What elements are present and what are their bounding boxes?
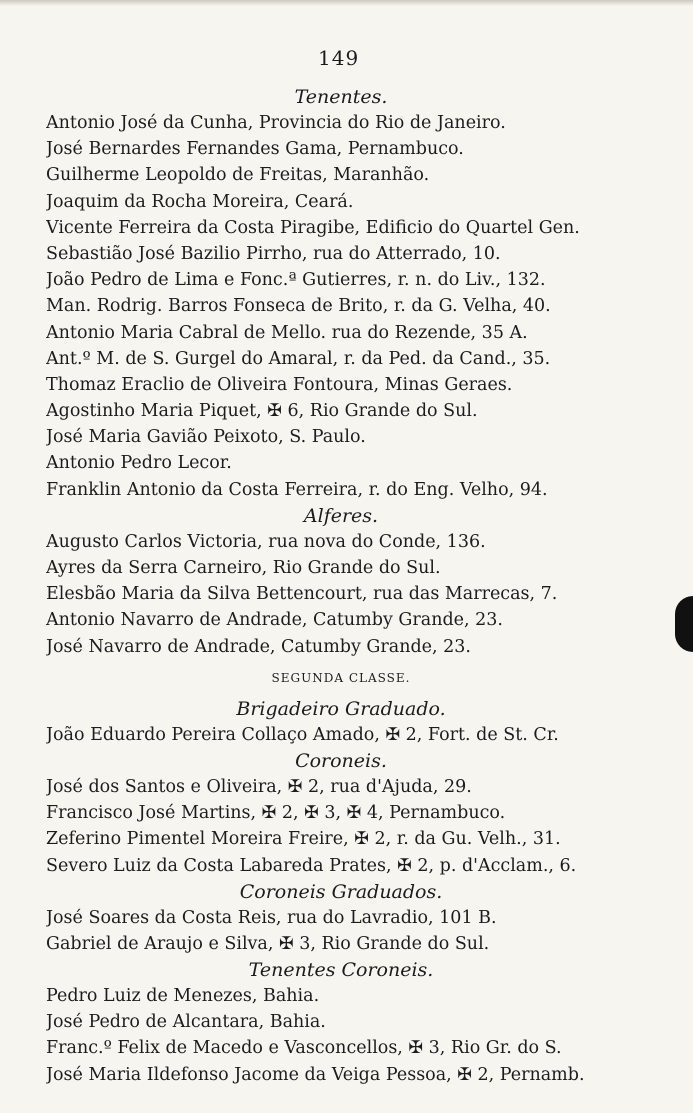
list-item: Zeferino Pimentel Moreira Freire, ✠ 2, r. da Gu. Velh., 31. [46, 829, 561, 850]
list-item: Joaquim da Rocha Moreira, Ceará. [46, 191, 354, 212]
list-item: Antonio José da Cunha, Provincia do Rio de Janeiro. [46, 113, 506, 133]
list-item: Elesbão Maria da Silva Bettencourt, rua das Marrecas, 7. [46, 584, 558, 605]
list-item: Antonio Maria Cabral de Mello. rua do Rezende, 35 A. [46, 322, 528, 343]
section-alferes [46, 529, 636, 660]
page-content [46, 84, 636, 1088]
class-heading: SEGUNDA CLASSE. [271, 670, 411, 685]
list-item: José Maria Gavião Peixoto, S. Paulo. [46, 427, 366, 448]
section-heading-tenentes-coroneis: Tenentes Coroneis. [248, 959, 434, 982]
page-top-edge [0, 0, 693, 6]
list-item: Man. Rodrig. Barros Fonseca de Brito, r. da G. Velha, 40. [46, 296, 551, 317]
list-item: Pedro Luiz de Menezes, Bahia. [46, 986, 320, 1007]
list-item: João Pedro de Lima e Fonc.ª Gutierres, r. n. do Liv., 132. [46, 270, 546, 291]
list-item: Guilherme Leopoldo de Freitas, Maranhão. [46, 165, 430, 186]
page-edge-mark [675, 596, 693, 652]
section-tenentes [46, 110, 636, 503]
list-item: José Navarro de Andrade, Catumby Grande, 23. [46, 636, 471, 657]
list-item: Ayres da Serra Carneiro, Rio Grande do Sul. [46, 558, 441, 578]
list-item: José dos Santos e Oliveira, ✠ 2, rua d'Ajuda, 29. [46, 776, 472, 797]
section-coroneis [46, 774, 636, 879]
list-item: Franc.º Felix de Macedo e Vasconcellos, ✠ 3, Rio Gr. do S. [46, 1038, 562, 1059]
list-item: Francisco José Martins, ✠ 2, ✠ 3, ✠ 4, Pernambuco. [46, 803, 506, 824]
section-heading-brigadeiro: Brigadeiro Graduado. [236, 697, 446, 720]
section-coroneis-graduados [46, 905, 636, 957]
list-item: José Soares da Costa Reis, rua do Lavradio, 101 B. [46, 907, 497, 928]
list-item: José Bernardes Fernandes Gama, Pernambuco. [46, 139, 464, 160]
section-heading-coroneis: Coroneis. [295, 749, 387, 772]
list-item: Vicente Ferreira da Costa Piragibe, Edificio do Quartel Gen. [46, 217, 580, 238]
list-item: Sebastião José Bazilio Pirrho, rua do Atterrado, 10. [46, 243, 501, 264]
list-item: Franklin Antonio da Costa Ferreira, r. do Eng. Velho, 94. [46, 479, 548, 500]
list-item: Ant.º M. de S. Gurgel do Amaral, r. da Ped. da Cand., 35. [46, 348, 551, 369]
section-heading-alferes: Alferes. [303, 504, 379, 527]
section-heading-coroneis-graduados: Coroneis Graduados. [239, 880, 443, 903]
list-item: Agostinho Maria Piquet, ✠ 6, Rio Grande do Sul. [46, 401, 478, 422]
list-item: José Maria Ildefonso Jacome da Veiga Pessoa, ✠ 2, Pernamb. [46, 1064, 585, 1085]
section-tenentes-coroneis [46, 983, 636, 1088]
list-item: Thomaz Eraclio de Oliveira Fontoura, Minas Geraes. [46, 374, 513, 395]
section-heading-tenentes: Tenentes. [294, 86, 388, 108]
list-item: Gabriel de Araujo e Silva, ✠ 3, Rio Grande do Sul. [46, 933, 490, 954]
list-item: José Pedro de Alcantara, Bahia. [46, 1012, 326, 1033]
list-item: Severo Luiz da Costa Labareda Prates, ✠ 2, p. d'Acclam., 6. [46, 855, 577, 876]
list-item: Augusto Carlos Victoria, rua nova do Conde, 136. [46, 531, 486, 552]
list-item: Antonio Navarro de Andrade, Catumby Grande, 23. [46, 610, 503, 631]
list-item: Antonio Pedro Lecor. [46, 453, 232, 474]
list-item: João Eduardo Pereira Collaço Amado, ✠ 2, Fort. de St. Cr. [46, 724, 559, 745]
section-brigadeiro [46, 722, 636, 748]
page-number: 149 [318, 46, 360, 70]
